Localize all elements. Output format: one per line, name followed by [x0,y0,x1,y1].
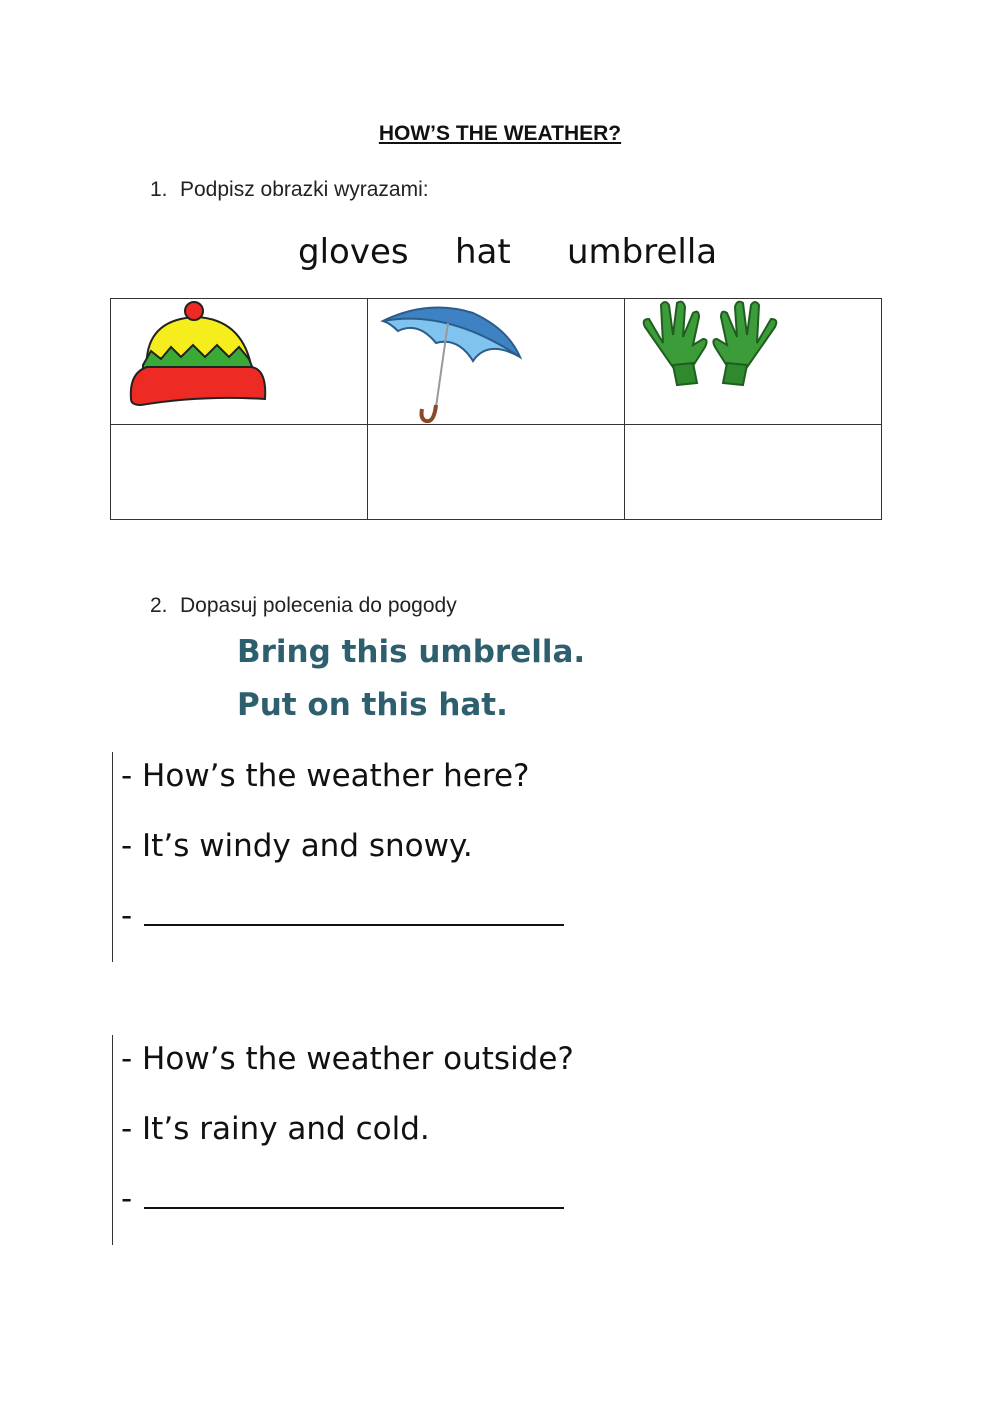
dialog-question: - How’s the weather outside? [121,1041,574,1077]
picture-cell [111,299,368,425]
task1-number: 1. [150,178,168,201]
page-title: HOW’S THE WEATHER? [378,122,622,145]
answer-blank[interactable] [144,1181,564,1209]
dialog-blank-line [121,898,564,934]
answer-blank[interactable] [144,898,564,926]
command-option[interactable]: Bring this umbrella. [237,634,586,670]
picture-cell [368,299,625,425]
task1-instruction [150,178,429,202]
word-bank-item: hat [455,232,511,272]
command-option[interactable]: Put on this hat. [237,687,508,723]
word-bank-item: umbrella [567,232,718,272]
picture-table [110,298,882,520]
dialog-blank-line [121,1181,564,1217]
dialog-box-1 [112,752,713,962]
dialog-answer: - It’s windy and snowy. [121,828,473,864]
dash: - [121,1181,133,1217]
answer-cell[interactable] [625,425,882,520]
answer-cell[interactable] [111,425,368,520]
umbrella-icon [378,299,528,423]
dialog-answer: - It’s rainy and cold. [121,1111,430,1147]
gloves-icon [635,299,785,395]
dialog-question: - How’s the weather here? [121,758,530,794]
word-bank-item: gloves [298,232,409,272]
picture-cell [625,299,882,425]
task1-text: Podpisz obrazki wyrazami: [180,178,429,201]
dialog-box-2 [112,1035,713,1245]
task2-text: Dopasuj polecenia do pogody [180,594,457,617]
dash: - [121,898,133,934]
hat-icon [121,299,271,411]
task2-number: 2. [150,594,168,617]
answer-cell[interactable] [368,425,625,520]
task2-instruction [150,594,457,618]
